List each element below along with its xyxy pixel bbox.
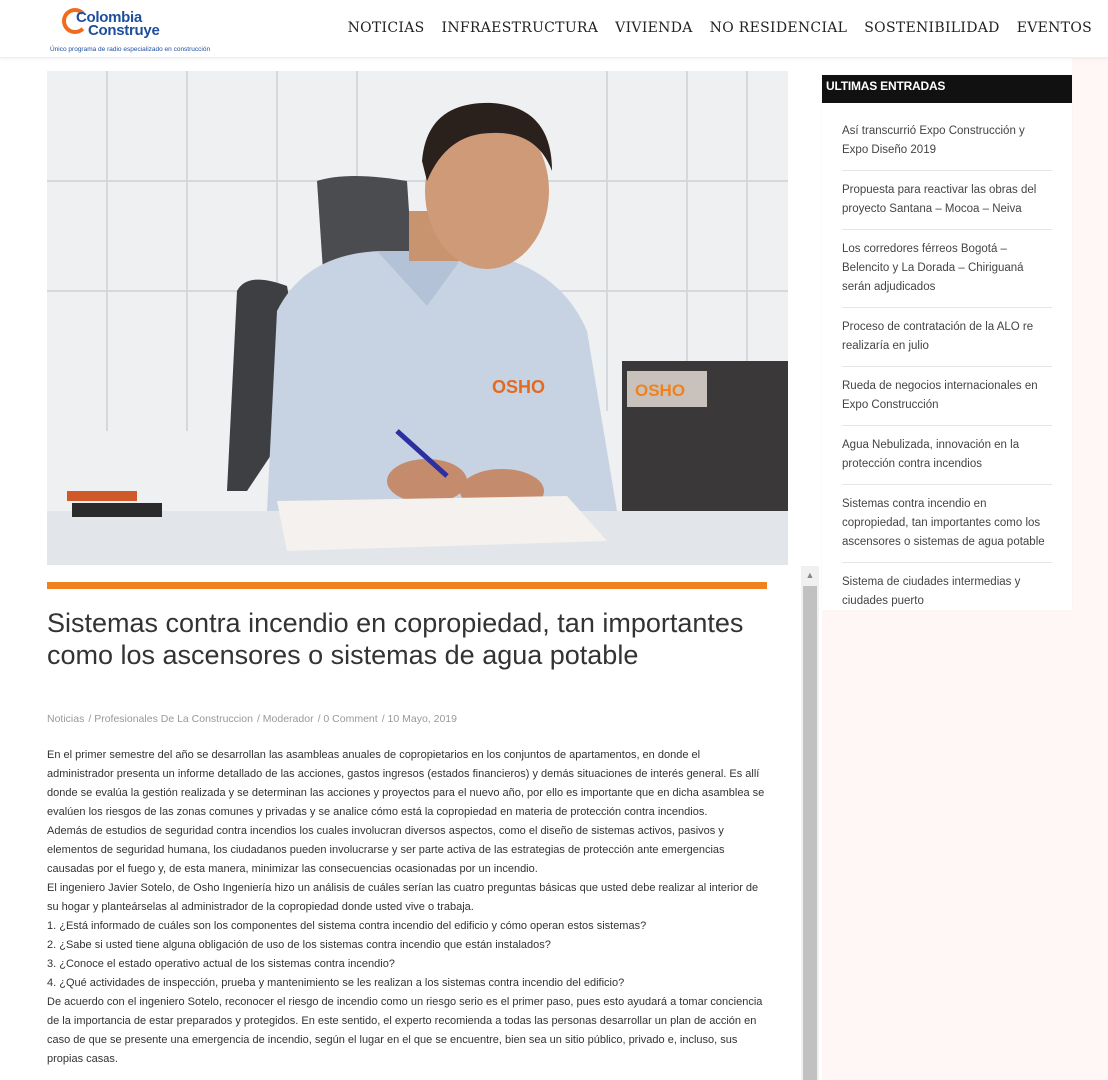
nav-eventos[interactable]: EVENTOS <box>1016 20 1092 36</box>
meta-author[interactable]: / Moderador <box>256 713 314 725</box>
article-paragraph: De acuerdo con el ingeniero Sotelo, reconocer el riesgo de incendio como un riesgo serio es el primer paso, pues esto ayudará a tomar conciencia de la importancia de estar preparados y protegidos. En este sentido, el experto recomienda a todas las personas desarrollar un plan de acción en caso de que se presente una emergencia de incendio, según el lugar en el que se encuentre, bien sea un sitio público, privado e, incluso, sus propias casas. <box>47 996 763 1065</box>
logo-line1: Colombia <box>76 9 142 26</box>
article-paragraph: Además de estudios de seguridad contra incendios los cuales involucran diversos aspectos, como el diseño de sistemas activos, pasivos y elementos de seguridad humana, los ciudadanos pueden involucrarse y ser parte activa de las estrategias de protección ante emergencias causadas por el fuego y, de esta manera, minimizar las consecuencias ocasionadas por un incendio. <box>47 825 725 875</box>
nav-sostenibilidad[interactable]: SOSTENIBILIDAD <box>864 20 1000 36</box>
article-question: 2. ¿Sabe si usted tiene alguna obligación de uso de los sistemas contra incendio que están instalados? <box>47 939 551 951</box>
page-tint-right <box>1072 58 1108 610</box>
article-question: 3. ¿Conoce el estado operativo actual de los sistemas contra incendio? <box>47 958 395 970</box>
article-hero-image <box>47 71 788 565</box>
article-question: 4. ¿Qué actividades de inspección, prueba y mantenimiento se les realizan a los sistemas contra incendio del edificio? <box>47 977 625 989</box>
title-accent-bar <box>47 582 767 589</box>
logo-line2: Construye <box>88 22 160 39</box>
recent-post-link[interactable]: Así transcurrió Expo Construcción y Expo Diseño 2019 <box>842 118 1052 171</box>
recent-post-link[interactable]: Rueda de negocios internacionales en Expo Construcción <box>842 367 1052 426</box>
logo-tagline: Único programa de radio especializado en construcción <box>50 46 211 53</box>
site-header <box>0 0 1108 58</box>
nav-noticias[interactable]: NOTICIAS <box>347 20 425 36</box>
site-logo[interactable] <box>50 4 211 56</box>
nav-infraestructura[interactable]: INFRAESTRUCTURA <box>441 20 599 36</box>
main-nav <box>348 20 1092 36</box>
shirt-osho-logo: OSHO <box>492 377 546 397</box>
article-question: 1. ¿Está informado de cuáles son los componentes del sistema contra incendio del edificio y cómo operan estos sistemas? <box>47 920 647 932</box>
nav-no-residencial[interactable]: NO RESIDENCIAL <box>709 20 848 36</box>
wall-osho-logo: OSHO <box>635 381 686 400</box>
meta-date: / 10 Mayo, 2019 <box>381 713 457 725</box>
article-body <box>47 746 767 1069</box>
meta-comments[interactable]: / 0 Comment <box>317 713 378 725</box>
recent-post-link[interactable]: Los corredores férreos Bogotá – Belencito y La Dorada – Chiriguaná serán adjudicados <box>842 230 1052 308</box>
article-paragraph: En el primer semestre del año se desarrollan las asambleas anuales de copropietarios en los conjuntos de apartamentos, en donde el administrador presenta un informe detallado de las acciones, gastos ingresos (estados financieros) y demás situaciones de interés general. Es allí donde se evalúa la gestión realizada y se determinan las acciones y proyectos para el nuevo año, por ello es importante que en dicha asamblea se evalúen los riesgos de las zonas comunes y privadas y se analice cómo está la copropiedad en materia de protección contra incendios. <box>47 749 765 818</box>
recent-post-link[interactable]: Agua Nebulizada, innovación en la protección contra incendios <box>842 426 1052 485</box>
article-title: Sistemas contra incendio en copropiedad, tan importantes como los ascensores o sistemas de agua potable <box>47 608 744 670</box>
scrollbar-thumb[interactable] <box>803 586 817 1080</box>
scroll-up-arrow-icon[interactable]: ▲ <box>805 570 815 580</box>
meta-subcategory[interactable]: / Profesionales De La Construccion <box>88 713 253 725</box>
recent-post-link[interactable]: Sistemas contra incendio en copropiedad, tan importantes como los ascensores o sistemas de agua potable <box>842 485 1052 563</box>
sidebar-heading: ULTIMAS ENTRADAS <box>822 75 1072 103</box>
recent-posts-list <box>822 118 1072 621</box>
content-scrollbar[interactable] <box>801 566 819 1080</box>
page-background <box>0 58 47 1080</box>
sidebar-bottom-tint <box>822 610 1108 1080</box>
article-paragraph: El ingeniero Javier Sotelo, de Osho Ingeniería hizo un análisis de cuáles serían las cuatro preguntas básicas que usted debe realizar al interior de su hogar y planteárselas al administrador de la copropiedad donde usted vive o trabaja. <box>47 882 759 913</box>
sidebar-recent-posts <box>822 75 1072 610</box>
recent-post-link[interactable]: Propuesta para reactivar las obras del proyecto Santana – Mocoa – Neiva <box>842 171 1052 230</box>
recent-post-link[interactable]: Sistema de ciudades intermedias y ciudades puerto <box>842 576 1021 607</box>
meta-category[interactable]: Noticias <box>47 713 85 725</box>
nav-vivienda[interactable]: VIVIENDA <box>615 20 693 36</box>
article-meta <box>47 713 457 725</box>
recent-post-link[interactable]: Proceso de contratación de la ALO re realizaría en julio <box>842 308 1052 367</box>
